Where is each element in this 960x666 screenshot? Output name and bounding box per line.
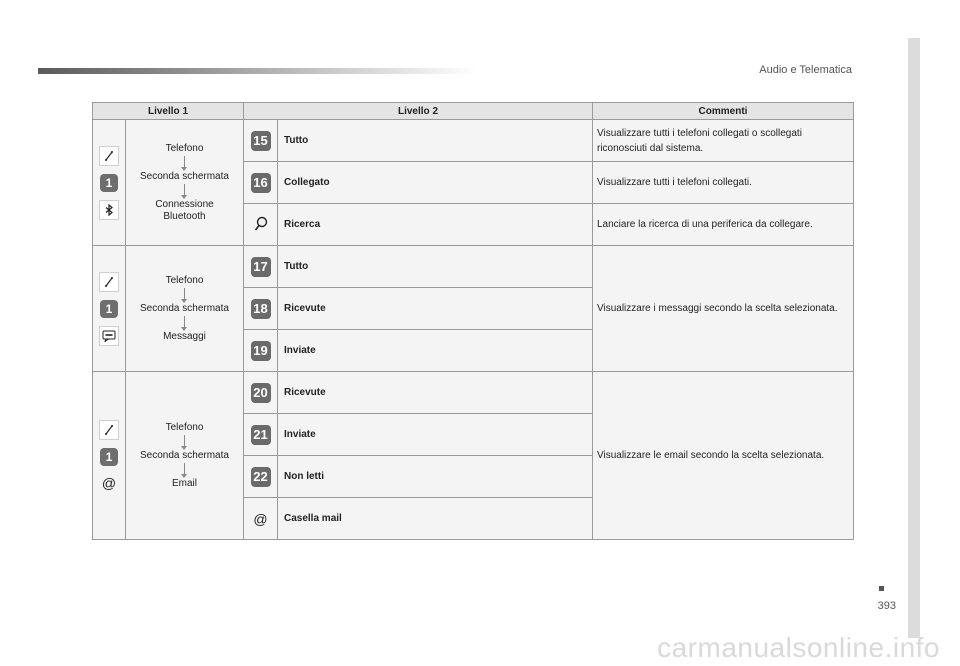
side-strip [908, 38, 920, 638]
table-row [93, 120, 854, 162]
comment: Visualizzare tutti i telefoni collegati. [593, 162, 854, 204]
badge-cell [244, 162, 278, 204]
badge-cell [244, 456, 278, 498]
sms-icon [99, 326, 119, 346]
flow-step: Seconda schermata [140, 449, 229, 461]
section-title: Audio e Telematica [759, 64, 852, 76]
header-gradient-bar [38, 68, 478, 74]
badge-cell [244, 414, 278, 456]
badge-17: 17 [251, 257, 271, 277]
flow-step: Telefono [165, 142, 204, 154]
menu-table [92, 102, 854, 540]
phone-icon [99, 420, 119, 440]
badge-20: 20 [251, 383, 271, 403]
arrow-down-icon [184, 316, 185, 328]
comment: Visualizzare tutti i telefoni collegati o scollegati riconosciuti dal sistema. [593, 120, 854, 162]
badge-cell [244, 288, 278, 330]
table-header-row [93, 103, 854, 120]
flow-step: Messaggi [163, 330, 206, 342]
flow-step: Email [171, 477, 197, 489]
phone-icon [99, 146, 119, 166]
menu-label: Ricerca [278, 204, 593, 246]
menu-label: Ricevute [278, 372, 593, 414]
group2-flow [126, 246, 244, 372]
badge-cell [244, 246, 278, 288]
group2-icons [93, 246, 126, 372]
badge-1: 1 [100, 300, 118, 318]
group3-icons [93, 372, 126, 540]
at-icon: @ [253, 510, 268, 527]
menu-label: Inviate [278, 330, 593, 372]
page-number: 393 [877, 600, 896, 612]
badge-cell [244, 372, 278, 414]
flow-step: Connessione Bluetooth [155, 198, 214, 222]
menu-label: Non letti [278, 456, 593, 498]
comment: Lanciare la ricerca di una periferica da collegare. [593, 204, 854, 246]
flow-step: Seconda schermata [140, 170, 229, 182]
badge-cell [244, 498, 278, 540]
badge-cell [244, 330, 278, 372]
badge-1: 1 [100, 448, 118, 466]
phone-icon [99, 272, 119, 292]
group1-flow [126, 120, 244, 246]
arrow-down-icon [184, 463, 185, 475]
badge-21: 21 [251, 425, 271, 445]
badge-cell [244, 120, 278, 162]
arrow-down-icon [184, 156, 185, 168]
bluetooth-icon [99, 200, 119, 220]
menu-label: Tutto [278, 120, 593, 162]
flow-step: Telefono [165, 421, 204, 433]
menu-label: Inviate [278, 414, 593, 456]
arrow-down-icon [184, 184, 185, 196]
at-icon: @ [101, 474, 117, 491]
comment: Visualizzare le email secondo la scelta selezionata. [593, 372, 854, 540]
header-comments: Commenti [593, 103, 854, 120]
menu-label: Tutto [278, 246, 593, 288]
badge-cell [244, 204, 278, 246]
comment: Visualizzare i messaggi secondo la scelta selezionata. [593, 246, 854, 372]
badge-15: 15 [251, 131, 271, 151]
badge-22: 22 [251, 467, 271, 487]
menu-label: Collegato [278, 162, 593, 204]
badge-19: 19 [251, 341, 271, 361]
flow-step: Seconda schermata [140, 302, 229, 314]
menu-label: Ricevute [278, 288, 593, 330]
badge-18: 18 [251, 299, 271, 319]
arrow-down-icon [184, 288, 185, 300]
table-row [93, 372, 854, 414]
badge-16: 16 [251, 173, 271, 193]
search-icon [251, 214, 271, 234]
header-level1: Livello 1 [93, 103, 244, 120]
header-level2: Livello 2 [244, 103, 593, 120]
group3-flow [126, 372, 244, 540]
flow-step: Telefono [165, 274, 204, 286]
watermark: carmanualsonline.info [657, 632, 940, 663]
badge-1: 1 [100, 174, 118, 192]
arrow-down-icon [184, 435, 185, 447]
group1-icons [93, 120, 126, 246]
page-marker [879, 586, 884, 591]
menu-label: Casella mail [278, 498, 593, 540]
table-row [93, 246, 854, 288]
